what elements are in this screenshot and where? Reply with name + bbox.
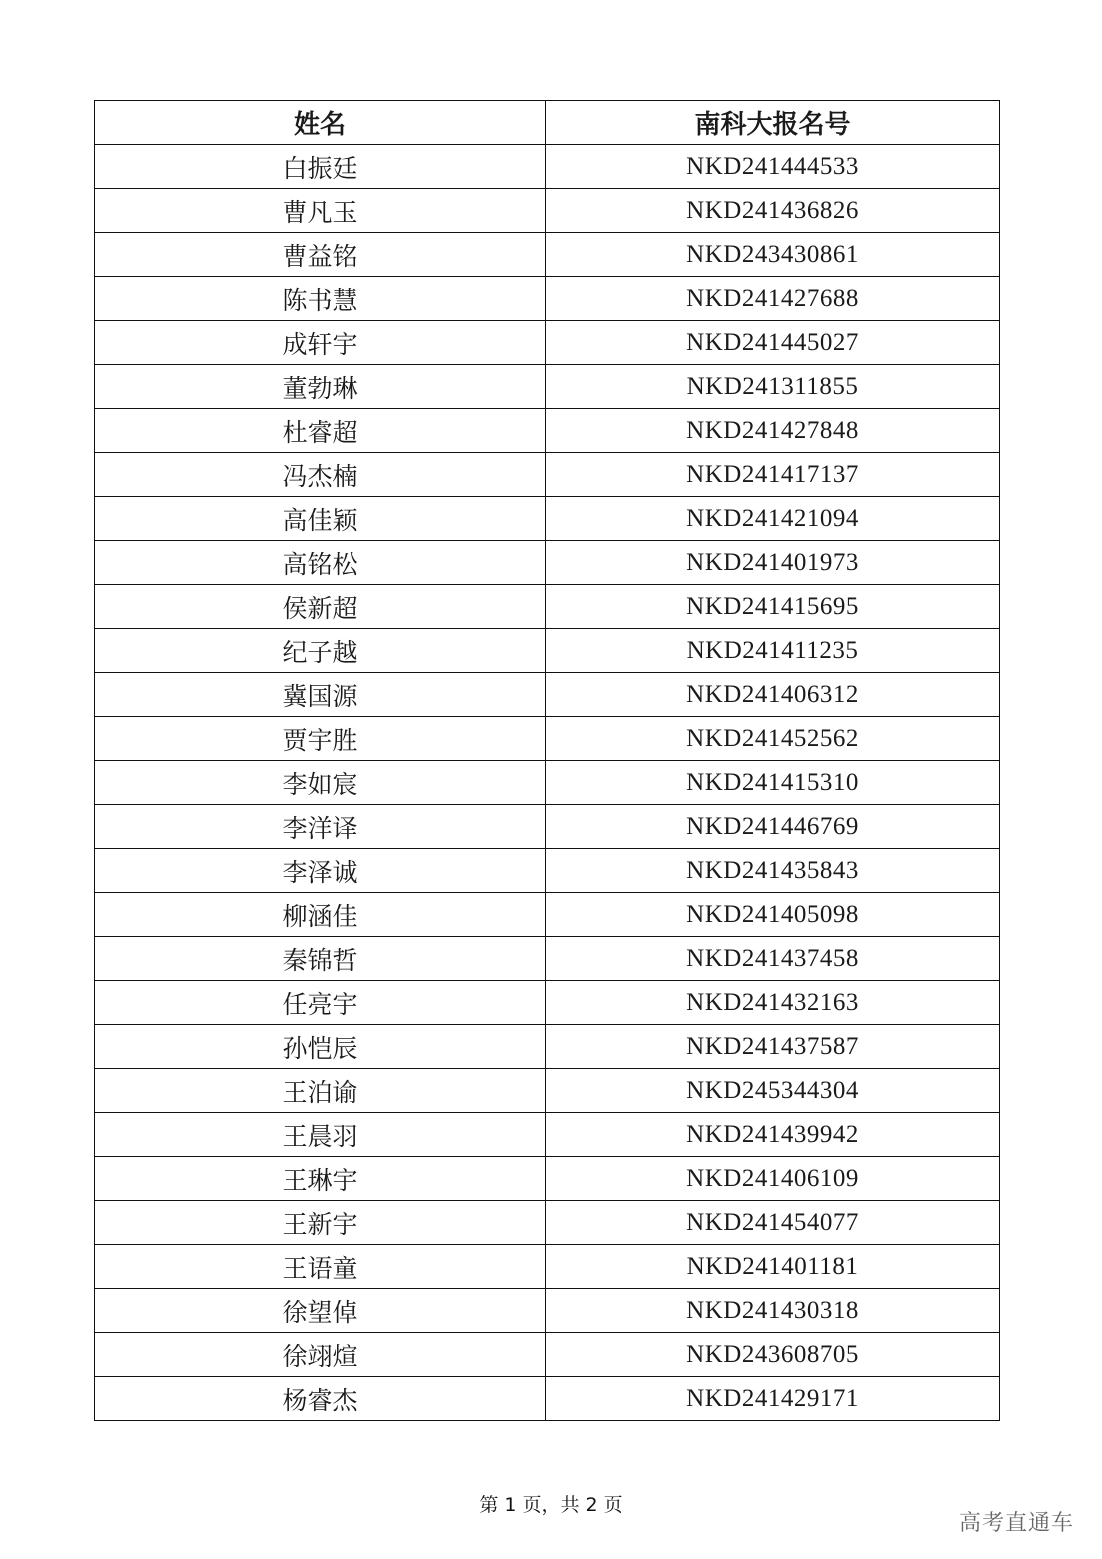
student-name-cell: 侯新超: [95, 585, 546, 629]
table-row: [95, 1333, 1000, 1377]
registration-number-cell: NKD241427848: [546, 409, 1000, 453]
table-row: [95, 1025, 1000, 1069]
table-row: [95, 849, 1000, 893]
registration-number-cell: NKD241401973: [546, 541, 1000, 585]
table-row: [95, 761, 1000, 805]
registration-number-cell: NKD241406109: [546, 1157, 1000, 1201]
registration-number-cell: NKD241429171: [546, 1377, 1000, 1421]
student-name-cell: 李如宸: [95, 761, 546, 805]
registration-number-cell: NKD241427688: [546, 277, 1000, 321]
student-name-cell: 冀国源: [95, 673, 546, 717]
student-name-cell: 孙恺辰: [95, 1025, 546, 1069]
watermark-text: 高考直通车: [958, 1511, 1074, 1536]
student-name-cell: 高铭松: [95, 541, 546, 585]
registration-number-cell: NKD241446769: [546, 805, 1000, 849]
table-row: [95, 585, 1000, 629]
header-name: 姓名: [95, 101, 546, 145]
registration-number-cell: NKD241437458: [546, 937, 1000, 981]
registration-number-cell: NKD241445027: [546, 321, 1000, 365]
registration-number-cell: NKD241444533: [546, 145, 1000, 189]
student-name-cell: 陈书慧: [95, 277, 546, 321]
student-name-cell: 成轩宇: [95, 321, 546, 365]
table-row: [95, 893, 1000, 937]
student-name-cell: 董勃琳: [95, 365, 546, 409]
student-name-cell: 曹益铭: [95, 233, 546, 277]
student-name-cell: 秦锦哲: [95, 937, 546, 981]
registration-number-cell: NKD241432163: [546, 981, 1000, 1025]
table-row: [95, 321, 1000, 365]
table-row: [95, 145, 1000, 189]
registration-number-cell: NKD241311855: [546, 365, 1000, 409]
table-row: [95, 1377, 1000, 1421]
student-name-cell: 王语童: [95, 1245, 546, 1289]
student-name-cell: 冯杰楠: [95, 453, 546, 497]
registration-number-cell: NKD243608705: [546, 1333, 1000, 1377]
student-name-cell: 高佳颖: [95, 497, 546, 541]
table-row: [95, 1069, 1000, 1113]
table-row: [95, 717, 1000, 761]
registration-number-cell: NKD241452562: [546, 717, 1000, 761]
table-row: [95, 981, 1000, 1025]
table-row: [95, 365, 1000, 409]
table-row: [95, 1113, 1000, 1157]
student-name-cell: 纪子越: [95, 629, 546, 673]
student-name-cell: 白振廷: [95, 145, 546, 189]
registration-number-cell: NKD245344304: [546, 1069, 1000, 1113]
registration-number-cell: NKD241405098: [546, 893, 1000, 937]
registration-number-cell: NKD241454077: [546, 1201, 1000, 1245]
registration-number-cell: NKD241417137: [546, 453, 1000, 497]
student-name-cell: 曹凡玉: [95, 189, 546, 233]
header-row: [95, 101, 1000, 145]
registration-number-cell: NKD241411235: [546, 629, 1000, 673]
student-name-cell: 王泊谕: [95, 1069, 546, 1113]
student-name-cell: 杨睿杰: [95, 1377, 546, 1421]
student-name-cell: 王晨羽: [95, 1113, 546, 1157]
table-row: [95, 805, 1000, 849]
page-number: 第 1 页，共 2 页: [479, 1494, 623, 1516]
table-row: [95, 453, 1000, 497]
table-row: [95, 629, 1000, 673]
registration-number-cell: NKD241406312: [546, 673, 1000, 717]
table-row: [95, 233, 1000, 277]
student-name-cell: 任亮宇: [95, 981, 546, 1025]
table-row: [95, 1157, 1000, 1201]
table-row: [95, 673, 1000, 717]
student-name-cell: 徐望倬: [95, 1289, 546, 1333]
table-row: [95, 1289, 1000, 1333]
registration-number-cell: NKD241435843: [546, 849, 1000, 893]
registration-number-cell: NKD241437587: [546, 1025, 1000, 1069]
student-name-cell: 王琳宇: [95, 1157, 546, 1201]
table-row: [95, 409, 1000, 453]
student-name-cell: 杜睿超: [95, 409, 546, 453]
table-row: [95, 497, 1000, 541]
student-name-cell: 王新宇: [95, 1201, 546, 1245]
registration-number-cell: NKD243430861: [546, 233, 1000, 277]
registration-number-cell: NKD241439942: [546, 1113, 1000, 1157]
table-body: [95, 145, 1000, 1421]
table-row: [95, 1245, 1000, 1289]
student-name-cell: 徐翊煊: [95, 1333, 546, 1377]
registration-number-cell: NKD241436826: [546, 189, 1000, 233]
table-row: [95, 1201, 1000, 1245]
table-row: [95, 541, 1000, 585]
registration-table: [94, 100, 1000, 1421]
registration-number-cell: NKD241430318: [546, 1289, 1000, 1333]
student-name-cell: 贾宇胜: [95, 717, 546, 761]
registration-number-cell: NKD241415310: [546, 761, 1000, 805]
header-registration-number: 南科大报名号: [546, 101, 1000, 145]
registration-number-cell: NKD241421094: [546, 497, 1000, 541]
table-row: [95, 937, 1000, 981]
student-name-cell: 李洋译: [95, 805, 546, 849]
student-name-cell: 李泽诚: [95, 849, 546, 893]
table-row: [95, 189, 1000, 233]
table-row: [95, 277, 1000, 321]
registration-number-cell: NKD241401181: [546, 1245, 1000, 1289]
registration-number-cell: NKD241415695: [546, 585, 1000, 629]
student-name-cell: 柳涵佳: [95, 893, 546, 937]
table-header: [95, 101, 1000, 145]
